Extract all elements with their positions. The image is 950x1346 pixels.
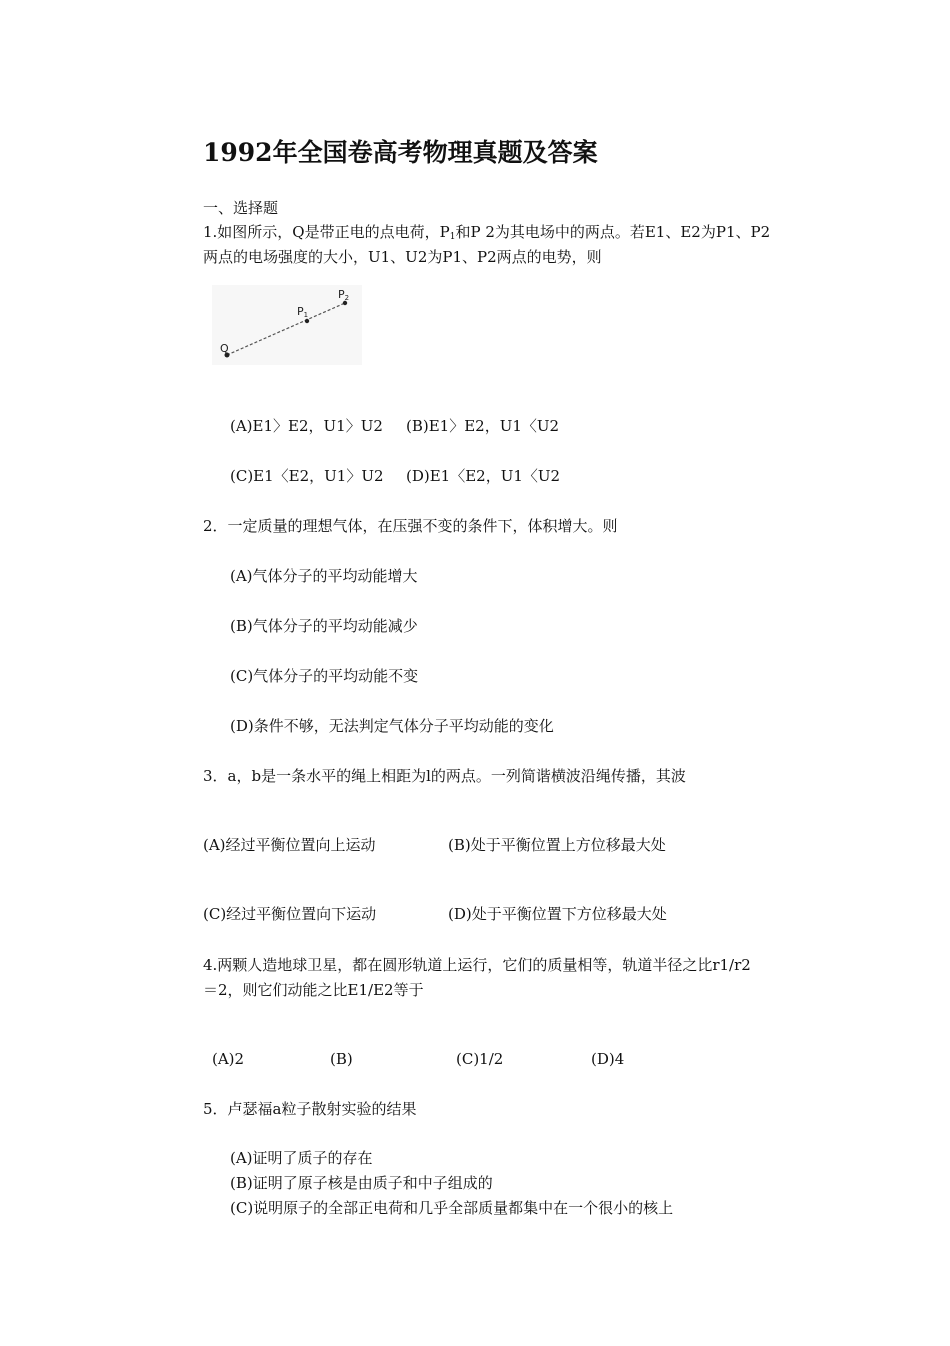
q1-option-b[interactable]: (B)E1〉E2，U1〈U2 [406,417,560,435]
q3-option-a[interactable]: (A)经过平衡位置向上运动 [203,836,376,854]
q4-stem-line1: 4.两颗人造地球卫星，都在圆形轨道上运行，它们的质量相等，轨道半径之比r1/r2 [203,956,751,974]
q2-option-d[interactable]: (D)条件不够，无法判定气体分子平均动能的变化 [230,717,554,735]
point-p1 [305,319,309,323]
q1-option-a[interactable]: (A)E1〉E2，U1〉U2 [230,417,383,435]
q2-option-b[interactable]: (B)气体分子的平均动能减少 [230,617,418,635]
label-p1: P1 [297,305,309,319]
q3-option-d[interactable]: (D)处于平衡位置下方位移最大处 [448,905,667,923]
page-title: 1992年全国卷高考物理真题及答案 [203,138,598,167]
q5-option-c[interactable]: (C)说明原子的全部正电荷和几乎全部质量都集中在一个很小的核上 [230,1199,674,1217]
q1-stem-line1: 1.如图所示，Q是带正电的点电荷，$P_1$和P 2为其电场中的两点。若E1、E2为P1、P2 [203,223,771,242]
q3-option-b[interactable]: (B)处于平衡位置上方位移最大处 [448,836,666,854]
q5-option-b[interactable]: (B)证明了原子核是由质子和中子组成的 [230,1174,493,1192]
q2-option-a[interactable]: (A)气体分子的平均动能增大 [230,567,418,585]
q2-option-c[interactable]: (C)气体分子的平均动能不变 [230,667,419,685]
q4-option-a[interactable]: (A)2 [212,1050,245,1068]
q4-option-c[interactable]: (C)1/2 [456,1050,504,1068]
q1-stem-line2: 两点的电场强度的大小，U1、U2为P1、P2两点的电势，则 [203,248,602,266]
q5-option-a[interactable]: (A)证明了质子的存在 [230,1149,373,1167]
q4-option-b[interactable]: (B) [330,1050,353,1068]
q4-stem-line2: ＝2，则它们动能之比E1/E2等于 [203,981,424,999]
q3-option-c[interactable]: (C)经过平衡位置向下运动 [203,905,377,923]
section-heading: 一、选择题 [203,199,279,217]
electric-field-figure [212,285,362,365]
label-p2: P2 [338,288,350,302]
q4-option-d[interactable]: (D)4 [591,1050,625,1068]
q5-stem: 5．卢瑟福a粒子散射实验的结果 [203,1100,417,1118]
label-q: Q [220,342,229,355]
q1-option-c[interactable]: (C)E1〈E2，U1〉U2 [230,467,384,485]
q3-stem: 3．a，b是一条水平的绳上相距为l的两点。一列简谐横波沿绳传播，其波 [203,767,686,785]
q1-option-d[interactable]: (D)E1〈E2，U1〈U2 [406,467,561,485]
q2-stem: 2．一定质量的理想气体，在压强不变的条件下，体积增大。则 [203,517,618,535]
